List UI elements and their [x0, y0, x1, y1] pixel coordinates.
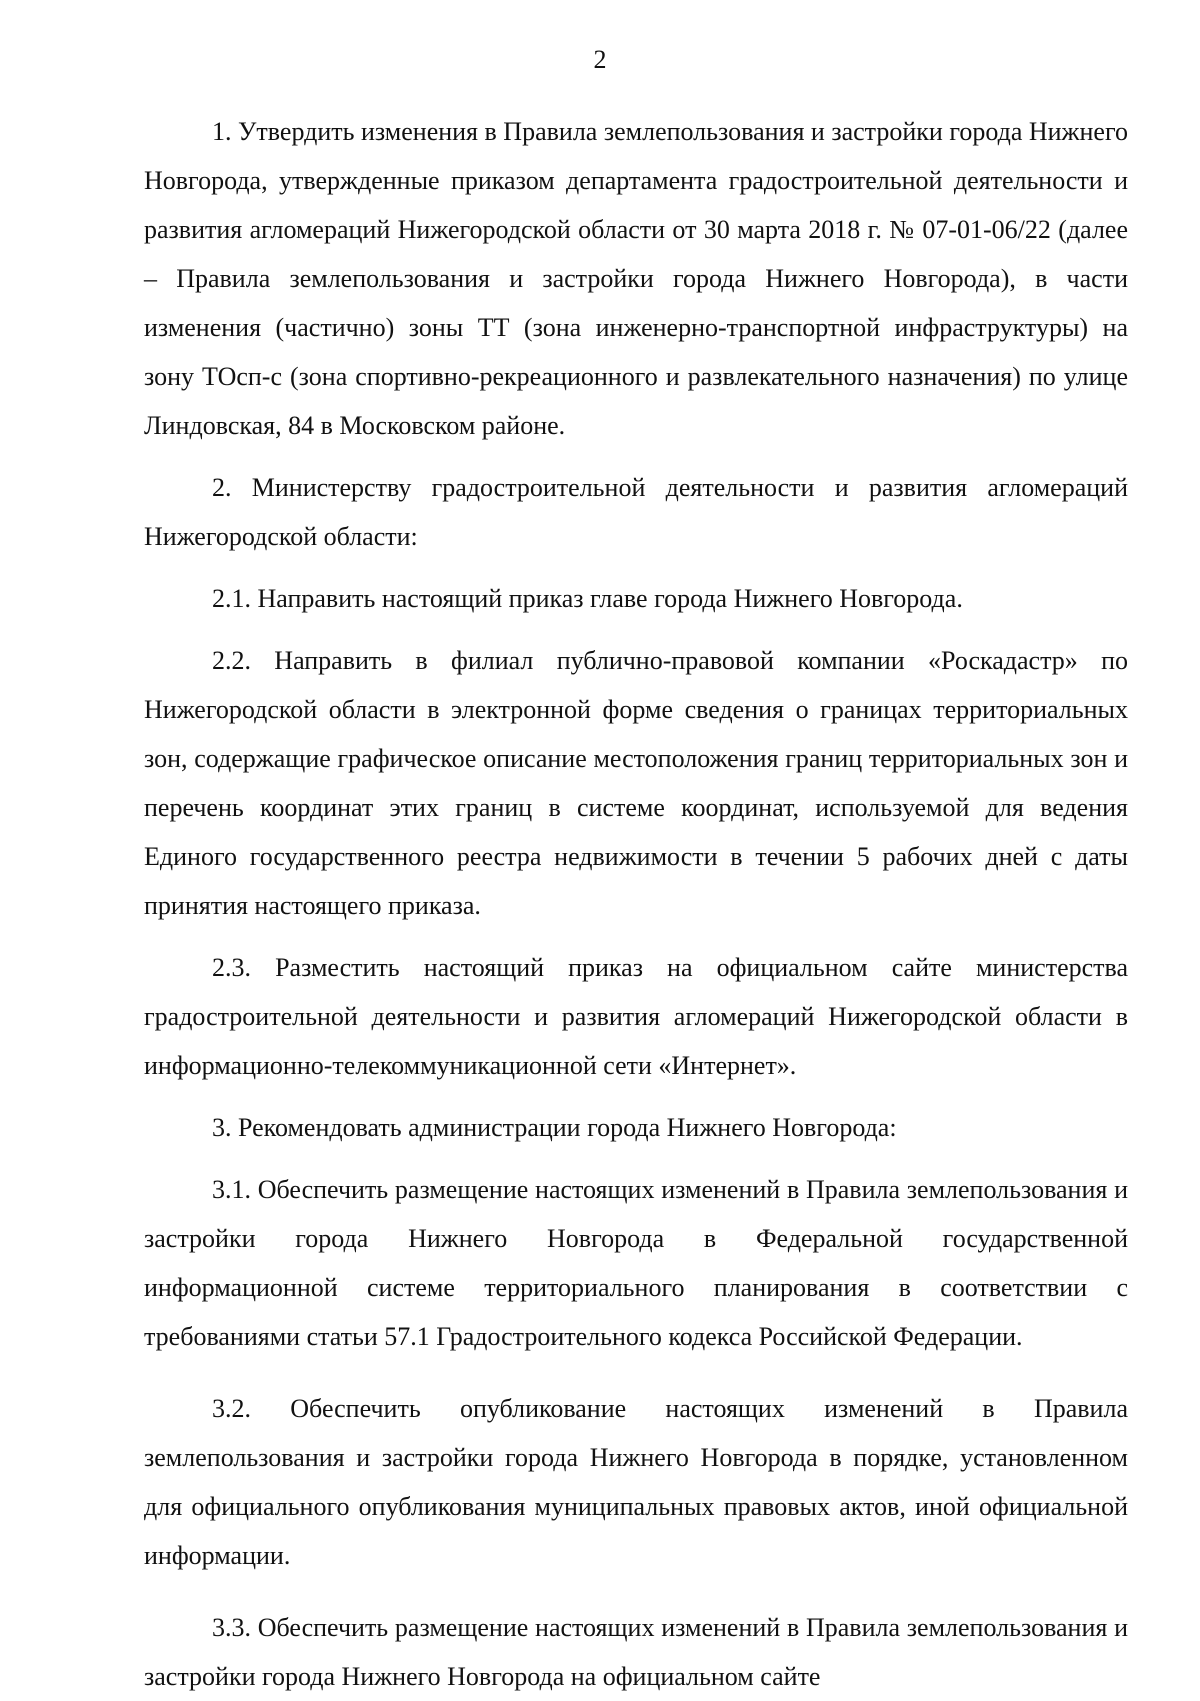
paragraph-3: 3. Рекомендовать администрации города Нижнего Новгорода:	[212, 1113, 897, 1142]
paragraph-1: 1. Утвердить изменения в Правила землепользования и застройки города Нижнего Новгорода, утвержденные приказом департамента градостроительной деятельности и развития агломераций Нижегородской области от 30 марта 2018 г. № 07-01-06/22 (далее – Правила землепользования и застройки города Нижнего Новгорода), в части изменения (частично) зоны ТТ (зона инженерно-транспортной инфраструктуры) на зону ТОсп-с (зона спортивно-рекреационного и развлекательного назначения) по улице Линдовская, 84 в Московском районе.	[144, 117, 1128, 440]
paragraph-2-2: 2.2. Направить в филиал публично-правовой компании «Роскадастр» по Нижегородской области в электронной форме сведения о границах территориальных зон, содержащие графическое описание местоположения границ территориальных зон и перечень координат этих границ в системе координат, используемой для ведения Единого государственного реестра недвижимости в течении 5 рабочих дней с даты принятия настоящего приказа.	[144, 646, 1128, 920]
paragraph-3-1: 3.1. Обеспечить размещение настоящих изменений в Правила землепользования и застройки города Нижнего Новгорода в Федеральной государственной информационной системе территориального планирования в соответствии с требованиями статьи 57.1 Градостроительного кодекса Российской Федерации.	[144, 1175, 1128, 1351]
page-number: 2	[593, 45, 607, 74]
document-body	[144, 107, 1128, 1701]
paragraph-2-1: 2.1. Направить настоящий приказ главе города Нижнего Новгорода.	[212, 584, 963, 613]
paragraph-3-2: 3.2. Обеспечить опубликование настоящих изменений в Правила землепользования и застройки города Нижнего Новгорода в порядке, установленном для официального опубликования муниципальных правовых актов, иной официальной информации.	[144, 1394, 1128, 1570]
paragraph-3-3: 3.3. Обеспечить размещение настоящих изменений в Правила землепользования и застройки города Нижнего Новгорода на официальном сайте	[144, 1613, 1128, 1691]
paragraph-2-3: 2.3. Разместить настоящий приказ на официальном сайте министерства градостроительной деятельности и развития агломераций Нижегородской области в информационно-телекоммуникационной сети «Интернет».	[144, 953, 1128, 1080]
paragraph-2: 2. Министерству градостроительной деятельности и развития агломераций Нижегородской области:	[144, 473, 1128, 551]
